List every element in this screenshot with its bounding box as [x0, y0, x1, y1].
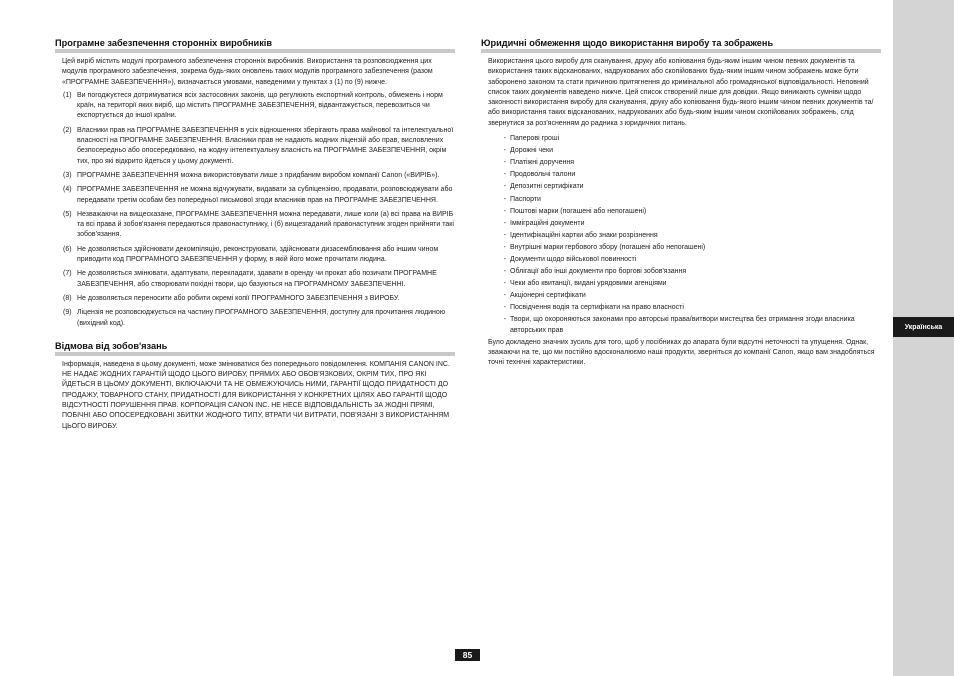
disclaimer-text: Інформація, наведена в цьому документі, може змінюватися без попереднього повідомлення. КОМПАНІЯ CANON INC. НЕ НАДАЄ ЖОДНИХ ГАРАНТІЙ ЩОДО ЦЬОГО ВИРОБУ, ПРЯМИХ АБО ОБОВ'ЯЗКОВИХ, ОКРІМ ТИХ, ПРО ЯКІ ЙДЕТЬСЯ В ЦЬОМУ ДОКУМЕНТІ, ВКЛЮЧАЮЧИ ТА НЕ ОБМЕЖУЮЧИСЬ НИМИ, ГАРАНТІЇ ЩОДО ПРИДАТНОСТІ ДО ПРОДАЖУ, ТОВАРНОГО СТАНУ, ПРИДАТНОСТІ ДЛЯ ВИКОРИСТАННЯ У КОНКРЕТНИХ ЦІЛЯХ АБО ГАРАНТІЇ ЩОДО ВІДСУТНОСТІ ПОРУШЕННЯ ПРАВ. КОРПОРАЦІЯ CANON INC. НЕ НЕСЕ ВІДПОВІДАЛЬНІСТЬ ЗА ЖОДНІ ПРЯМІ, ПОБІЧНІ АБО ОПОСЕРЕДКОВАНІ ЗБИТКИ ЖОДНОГО ТИПУ, ВТРАТИ ЧИ ВИТРАТИ, ПОВ'ЯЗАНІ З ВИКОРИСТАННЯМ ЦЬОГО ВИРОБУ. [62, 360, 450, 430]
list-item: - Документи щодо військової повинності [481, 255, 881, 265]
page-number: 85 [455, 649, 480, 661]
list-item: - Паперові гроші [481, 134, 881, 144]
bullet-mark: - [503, 219, 506, 227]
bullet-mark: - [503, 183, 506, 191]
bullet-mark: - [503, 171, 506, 179]
software-intro: Цей виріб містить модулі програмного забезпечення сторонніх виробників. Використання та розповсюдження цих модулів програмного забезпечення, зокрема будь-яких оновлень таких модулів програмного забезпечення (разом «ПРОГРАМНЕ ЗАБЕЗПЕЧЕННЯ»), визначається умовами, наведеними у пунктах з (1) по (9) нижче. [62, 58, 433, 86]
list-item: - Паспорти [481, 195, 881, 205]
language-tab: Українська [893, 317, 954, 337]
list-item: - Дорожні чеки [481, 146, 881, 156]
software-heading: Програмне забезпечення сторонніх виробників [55, 38, 455, 53]
software-term: (4) ПРОГРАМНЕ ЗАБЕЗПЕЧЕННЯ не можна відчужувати, видавати за субліцензією, продавати, розповсюджувати або передавати третім особам без попередньої письмової згоди власників прав на ПРОГРАМНЕ ЗАБЕЗПЕЧЕННЯ. [63, 186, 453, 204]
disclaimer-heading: Відмова від зобов'язань [55, 341, 455, 356]
bullet-mark: - [503, 304, 506, 312]
left-column [55, 38, 455, 432]
bullet-mark: - [503, 195, 506, 203]
list-item: - Акціонерні сертифікати [481, 291, 881, 301]
list-item: - Чеки або квитанції, видані урядовими агенціями [481, 279, 881, 289]
bullet-mark: - [503, 256, 506, 264]
legal-heading: Юридичні обмеження щодо використання виробу та зображень [481, 38, 881, 53]
software-term: (5) Незважаючи на вищесказане, ПРОГРАМНЕ ЗАБЕЗПЕЧЕННЯ можна передавати, лише коли (а) всі права на ВИРІБ та всі права й зобов'язання передаються правонаступнику, і (б) вищезгаданий правонаступник згоден прийняти такі зобов'язання. [63, 210, 454, 239]
software-term: (2) Власники прав на ПРОГРАМНЕ ЗАБЕЗПЕЧЕННЯ в усіх відношеннях зберігають права майнової та інтелектуальної власності на ПРОГРАМНЕ ЗАБЕЗПЕЧЕННЯ. Власники прав не надають жодних ліцензій або прав, висловлених безпосередньо або опосередковано, на жодну інтелектуальну власність на ПРОГРАМНЕ ЗАБЕЗПЕЧЕННЯ, окрім тих, про які відкрито йдеться у цьому документі. [63, 126, 454, 165]
bullet-mark: - [503, 268, 506, 276]
list-item: - Депозитні сертифікати [481, 182, 881, 192]
bullet-mark: - [503, 159, 506, 167]
restricted-documents-list [481, 134, 881, 336]
software-term: (7) Не дозволяється змінювати, адаптувати, перекладати, здавати в оренду чи прокат або позичати ПРОГРАМНЕ ЗАБЕЗПЕЧЕННЯ, або створювати похідні твори, що базуються на ПРОГРАМНОМУ ЗАБЕЗПЕЧЕННІ. [63, 270, 437, 288]
legal-intro: Використання цього виробу для сканування, друку або копіювання будь-яким іншим чином певних документів та використання таких відсканованих, надрукованих або скопійованих будь-яким іншим чином зображень може бути заборонено законом та стати причиною притягнення до кримінальної або громадянської відповідальності. Неповний список таких документів наведено нижче. Цей список створений лише для довідки. Якщо виникають сумніви щодо законності використання виробу для сканування, друку або копіювання будь-якого іншим чином певних документів та/або використання таких відсканованих, надрукованих або будь-яким іншим чином скопійованих зображень, слід звернутися за роз'ясненням до радника з юридичних питань. [488, 58, 874, 127]
right-column [481, 38, 881, 369]
bullet-mark: - [503, 280, 506, 288]
bullet-mark: - [503, 231, 506, 239]
bullet-mark: - [503, 243, 506, 251]
list-item: - Твори, що охороняються законами про авторські права/витвори мистецтва без отримання згоди власника авторських прав [481, 315, 881, 336]
bullet-mark: - [503, 207, 506, 215]
software-term: (8) Не дозволяється переносити або робити окремі копії ПРОГРАМНОГО ЗАБЕЗПЕЧЕННЯ з ВИРОБУ. [63, 294, 400, 302]
list-item: - Імміграційні документи [481, 219, 881, 229]
list-item: - Посвідчення водія та сертифікати на право власності [481, 303, 881, 313]
bullet-mark: - [503, 316, 506, 324]
list-item: - Платіжні доручення [481, 158, 881, 168]
list-item: - Поштові марки (погашені або непогашені) [481, 207, 881, 217]
legal-closing: Було докладено значних зусиль для того, щоб у посібниках до апарата були відсутні неточності та упущення. Однак, зважаючи на те, що ми постійно вдосконалюємо наші продукти, зверніться до компанії Canon, якщо вам знадобляться точні технічні характеристики. [488, 338, 875, 367]
bullet-mark: - [503, 292, 506, 300]
software-term: (9) Ліцензія не розповсюджується на частину ПРОГРАМНОГО ЗАБЕЗПЕЧЕННЯ, доступну для прочитання людиною (вихідний код). [63, 309, 446, 327]
bullet-mark: - [503, 147, 506, 155]
software-term: (3) ПРОГРАМНЕ ЗАБЕЗПЕЧЕННЯ можна використовувати лише з придбаним виробом компанії Canon («ВИРІБ»). [63, 171, 440, 179]
list-item: - Облігації або інші документи про боргові зобов'язання [481, 267, 881, 277]
list-item: - Внутрішні марки гербового збору (погашені або непогашені) [481, 243, 881, 253]
software-term: (1) Ви погоджуєтеся дотримуватися всіх застосовних законів, що регулюють експортний контроль, обмежень і норм країн, на території яких виріб, що містить ПРОГРАМНЕ ЗАБЕЗПЕЧЕННЯ, відвантажується, перевозиться чи експортується до іншої країни. [63, 91, 443, 120]
side-margin-strip [893, 0, 954, 676]
list-item: - Ідентифікаційні картки або знаки розрізнення [481, 231, 881, 241]
software-term: (6) Не дозволяється здійснювати декомпіляцію, реконструювати, здійснювати дизасемблювання або іншим чином приводити код ПРОГРАМНОГО ЗАБЕЗПЕЧЕННЯ у форму, в якій його може прочитати людина. [63, 245, 439, 264]
bullet-mark: - [503, 135, 506, 143]
list-item: - Продовольчі талони [481, 170, 881, 180]
software-terms-list [55, 91, 455, 329]
